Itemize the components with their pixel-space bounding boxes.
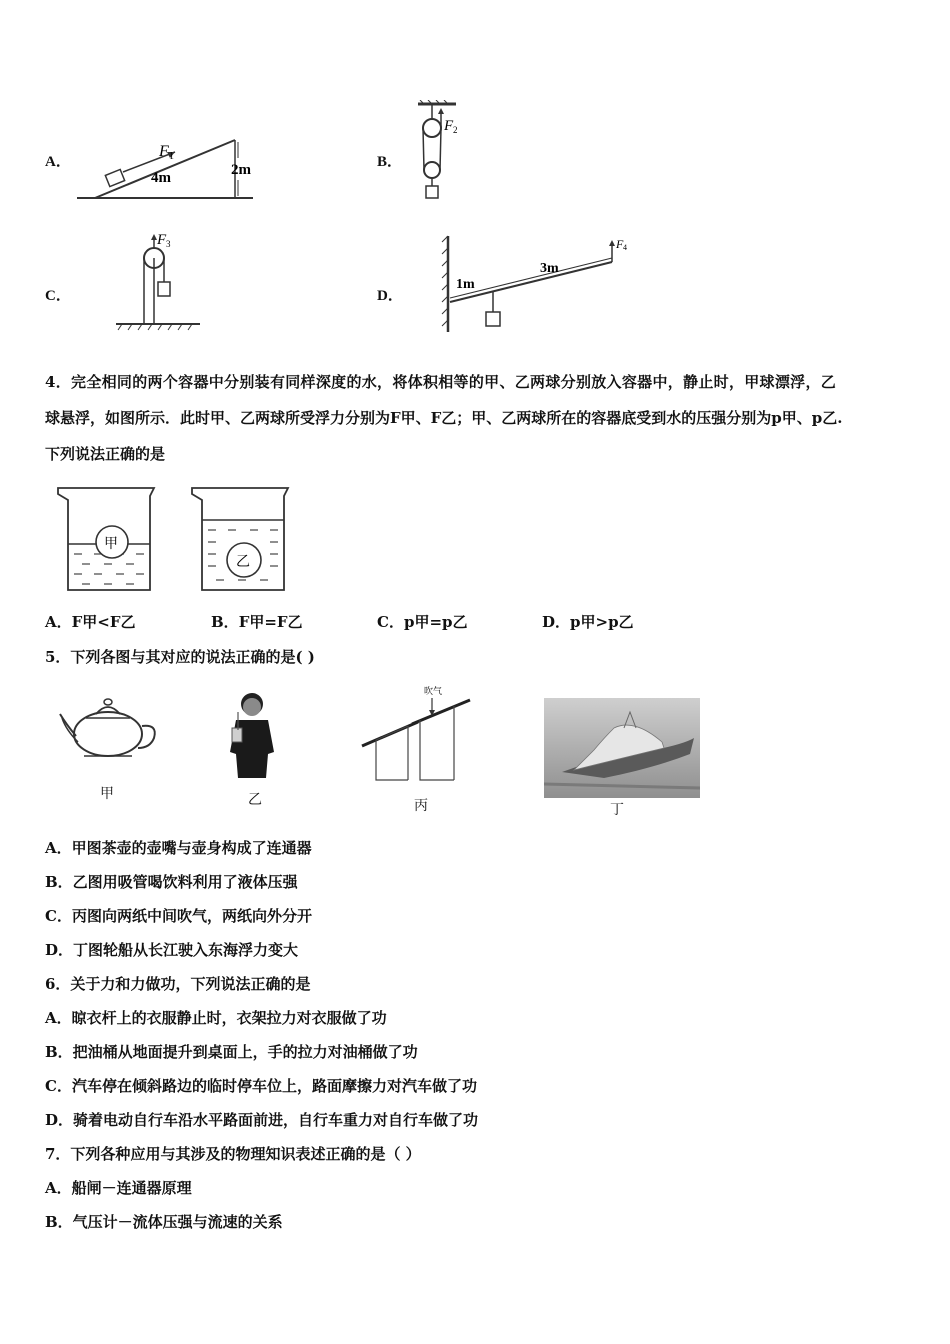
q3-d-short-arm: 1m — [456, 277, 475, 292]
q5-caption-yi: 乙 — [248, 792, 262, 808]
q3-option-a-label: A． — [45, 154, 71, 170]
q5-option-a: A．甲图茶壶的壶嘴与壶身构成了连通器 — [45, 839, 312, 857]
q4-option-a-label: A． — [45, 613, 72, 631]
q5-figure-teapot — [56, 694, 160, 764]
q4-option-b-text: F甲=F乙 — [238, 613, 303, 631]
q3-figure-c-fixed-pulley — [112, 230, 204, 334]
q4-option-c-text: p甲=p乙 — [403, 613, 468, 631]
q5-caption-ding: 丁 — [610, 802, 624, 818]
q5-stem: 5．下列各图与其对应的说法正确的是( ) — [45, 648, 315, 666]
q6-option-d: D．骑着电动自行车沿水平路面前进，自行车重力对自行车做了功 — [45, 1111, 479, 1129]
q7-option-b: B．气压计－流体压强与流速的关系 — [45, 1213, 283, 1231]
q3-c-force-label: F — [157, 232, 167, 248]
q3-option-b-label: B． — [377, 154, 403, 170]
q5-figure-ship-photo — [544, 698, 700, 798]
q5-figure-boy-drinking — [222, 690, 282, 782]
q3-a-force-label: F — [159, 143, 169, 160]
q3-option-c-label: C． — [45, 288, 71, 304]
q3-b-force-label: F — [444, 118, 454, 134]
q4-stem-line1: 4．完全相同的两个容器中分别装有同样深度的水，将体积相等的甲、乙两球分别放入容器中，静止时，甲球漂浮，乙 — [45, 373, 837, 391]
q3-figure-b-pulley — [412, 100, 462, 204]
q3-figure-a-incline — [75, 128, 265, 206]
q3-a-force-sub: 1 — [169, 151, 174, 162]
q7-stem: 7．下列各种应用与其涉及的物理知识表述正确的是（ ） — [45, 1145, 421, 1163]
q4-option-a-text: F甲<F乙 — [71, 613, 136, 631]
q4-option-c-label: C． — [377, 613, 404, 631]
q3-option-d-label: D． — [377, 288, 403, 304]
q6-option-c: C．汽车停在倾斜路边的临时停车位上，路面摩擦力对汽车做了功 — [45, 1077, 477, 1095]
q3-d-long-arm: 3m — [540, 261, 559, 276]
q3-c-force-sub: 3 — [166, 239, 171, 249]
q6-option-b: B．把油桶从地面提升到桌面上，手的拉力对油桶做了功 — [45, 1043, 418, 1061]
q3-a-height-label: 2m — [231, 162, 251, 178]
q4-option-b-label: B． — [211, 613, 239, 631]
q6-option-a: A．晾衣杆上的衣服静止时，衣架拉力对衣服做了功 — [45, 1009, 387, 1027]
q4-option-d-label: D． — [542, 613, 571, 631]
q3-a-length-label: 4m — [151, 170, 171, 186]
q3-d-force-label: F — [616, 237, 624, 251]
q5-option-d: D．丁图轮船从长江驶入东海浮力变大 — [45, 941, 299, 959]
q3-figure-d-lever — [436, 232, 636, 336]
q4-option-b — [211, 612, 303, 632]
q4-ball-yi: 乙 — [236, 554, 250, 570]
q4-option-c — [377, 612, 468, 632]
q6-stem: 6．关于力和力做功，下列说法正确的是 — [45, 975, 311, 993]
q4-figure-beaker-jia — [54, 486, 158, 594]
q5-blow-label: 吹气 — [424, 687, 443, 697]
q5-figure-two-papers — [358, 684, 474, 784]
q4-ball-jia: 甲 — [104, 536, 118, 552]
q5-option-c: C．丙图向两纸中间吹气，两纸向外分开 — [45, 907, 312, 925]
q5-caption-jia: 甲 — [100, 786, 114, 802]
q4-option-d-text: p甲>p乙 — [570, 613, 634, 631]
q4-option-d — [542, 612, 634, 632]
q4-stem-line2: 球悬浮，如图所示．此时甲、乙两球所受浮力分别为F甲、F乙；甲、乙两球所在的容器底受到水的压强分别为p甲、p乙. — [45, 409, 843, 427]
q4-option-a — [45, 612, 136, 632]
q5-option-b: B．乙图用吸管喝饮料利用了液体压强 — [45, 873, 298, 891]
q5-caption-bing: 丙 — [414, 798, 428, 814]
q4-figure-beaker-yi — [188, 486, 292, 594]
q3-d-force-sub: 4 — [623, 243, 627, 252]
q4-stem-line3: 下列说法正确的是 — [45, 445, 166, 463]
q7-option-a: A．船闸－连通器原理 — [45, 1179, 192, 1197]
q3-b-force-sub: 2 — [453, 125, 458, 135]
